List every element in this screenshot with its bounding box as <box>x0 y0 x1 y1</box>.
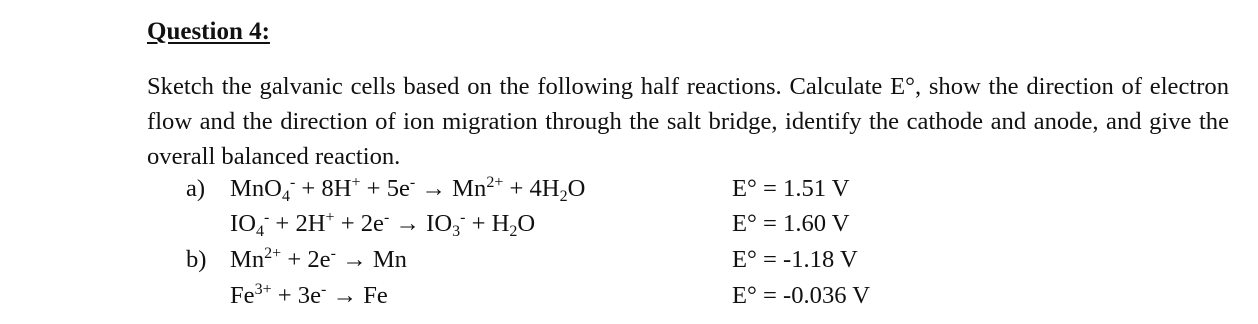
question-heading: Question 4: <box>147 18 270 45</box>
potential-a2: E° = 1.60 V <box>732 210 850 237</box>
part-b-label: b) <box>186 246 207 273</box>
half-reaction-b1: $Mn^{2+} + 2e^- \to Mn$ <box>230 245 407 273</box>
half-reaction-a1: $MnO_4^- + 8H^+ + 5e^- \to Mn^{2+} + 4H_2O$ <box>230 174 586 205</box>
potential-b2: E° = -0.036 V <box>732 282 871 309</box>
question-intro: Sketch the galvanic cells based on the following half reactions. Calculate E°, show the direction of electron flow and the direction of ion migration through the salt bridge, identify the cathode and anode, and give the overall balanced reaction. <box>147 73 1229 170</box>
potential-a1: E° = 1.51 V <box>732 175 850 202</box>
potential-b1: E° = -1.18 V <box>732 246 858 273</box>
half-reaction-b2: $Fe^{3+} + 3e^- \to Fe$ <box>230 281 388 309</box>
part-a-label: a) <box>186 175 206 202</box>
half-reaction-a2: $IO_4^- + 2H^+ + 2e^- \to IO_3^- + H_2O$ <box>230 209 536 240</box>
